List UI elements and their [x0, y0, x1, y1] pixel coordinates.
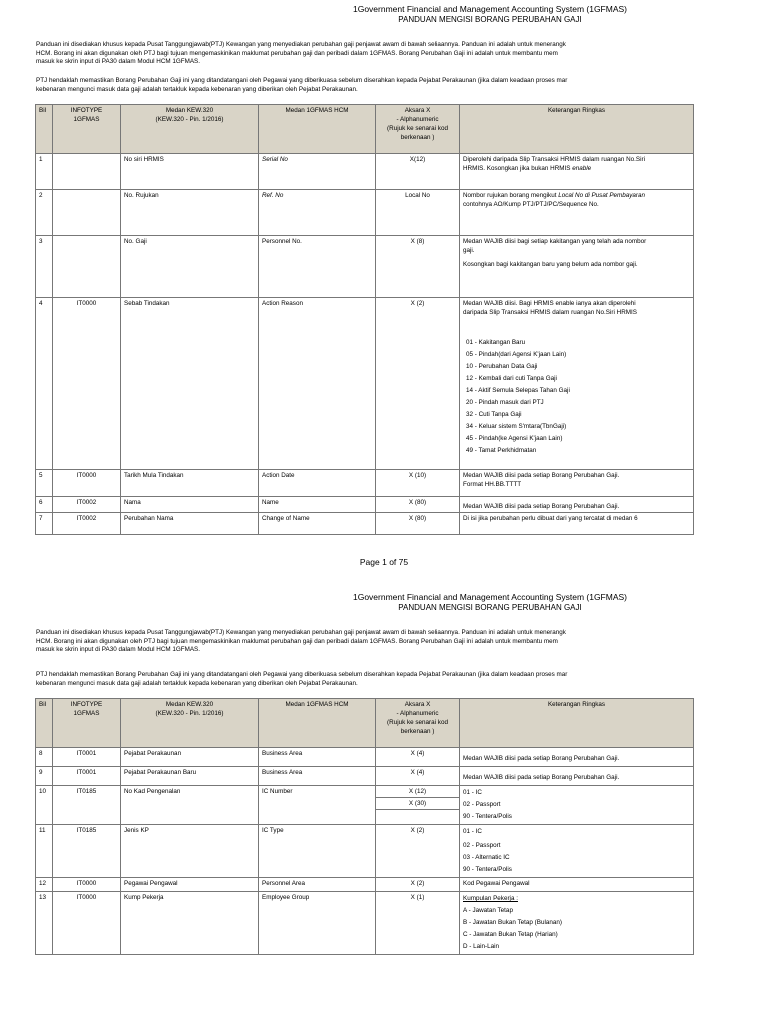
list-item: 14 - Aktif Semula Selepas Tahan Gaji: [466, 387, 570, 394]
table-header-row: [36, 105, 694, 154]
list-item: 01 - Kakitangan Baru: [466, 339, 526, 346]
document-subtitle: PANDUAN MENGISI BORANG PERUBAHAN GAJI: [398, 15, 582, 24]
intro-paragraph: [36, 41, 736, 67]
table-row: 1 No siri HRMIS Serial No X(12) Diperolehi daripada Slip Transaksi HRMIS dalam ruangan No.Siri HRMIS. Kosongkan jika bukan HRMIS enable: [36, 154, 694, 190]
list-item: 45 - Pindah(ke Agensi K'jaan Lain): [466, 435, 563, 442]
table-row: 3 No. Gaji Personnel No. X (8) Medan WAJIB diisi bagi setiap kakitangan yang telah ada nombor gaji. Kosongkan bagi kakitangan baru yang belum ada nombor gaji.: [36, 236, 694, 298]
table-row: 7 IT0002 Perubahan Nama Change of Name X (80) Di isi jika perubahan perlu dibuat dari yang tercatat di medan 6: [36, 513, 694, 535]
notice-line: kebenaran mengunci masuk data gaji adalah tertakluk kepada kebenaran yang diberikan oleh Pejabat Perakaunan.: [36, 85, 358, 93]
table-row: 9 IT0001 Pejabat Perakaunan Baru Business Area X (4) Medan WAJIB diisi pada setiap Borang Perubahan Gaji.: [36, 767, 694, 786]
document-subtitle: PANDUAN MENGISI BORANG PERUBAHAN GAJI: [398, 603, 582, 612]
col-infotype: INFOTYPE 1GFMAS: [53, 105, 121, 154]
table-header-row: [36, 699, 694, 748]
guide-table-2: [35, 698, 694, 955]
notice-paragraph: [36, 77, 736, 94]
col-aksara: Aksara X - Alphanumeric (Rujuk ke senarai kod berkenaan ): [376, 105, 460, 154]
page-number: Page 1 of 75: [359, 557, 409, 567]
col-kew320: Medan KEW.320 (KEW.320 - Pin. 1/2016): [121, 105, 259, 154]
col-infotype: INFOTYPE 1GFMAS: [53, 699, 121, 748]
action-reason-list: [463, 337, 690, 457]
table-row: 5 IT0000 Tarikh Mula Tindakan Action Date X (10) Medan WAJIB diisi pada setiap Borang Perubahan Gaji. Format HH.BB.TTTT: [36, 470, 694, 497]
col-keterangan: Keterangan Ringkas: [460, 105, 694, 154]
list-item: 32 - Cuti Tanpa Gaji: [466, 411, 522, 418]
intro-line: Panduan ini disediakan khusus kepada Pusat Tanggungjawab(PTJ) Kewangan yang menyediakan perubahan gaji penjawat awam di bawah seliaannya. Panduan ini adalah untuk menerangk: [36, 629, 566, 636]
notice-line: kebenaran mengunci masuk data gaji adalah tertakluk kepada kebenaran yang diberikan oleh Pejabat Perakaunan.: [36, 679, 358, 687]
table-row: 11 IT0185 Jenis KP IC Type X (2) 01 - IC 02 - Passport 03 - Alternatic IC 90 - Tentera/Polis: [36, 825, 694, 878]
table-row: 4 IT0000 Sebab Tindakan Action Reason X (2) Medan WAJIB diisi. Bagi HRMIS enable ianya akan diperolehi daripada Slip Transaksi HRMIS dalam ruangan No.Siri HRMIS 01 - Kakitangan Baru 05 - Pindah(dari Agensi K'jaan Lain) 10 - Perubahan Data Gaji 12 - Kembali dari cuti Tanpa Gaji 14 - Aktif Semula Selepas Tahan Gaji 20 - Pindah masuk dari PTJ 32 - Cuti Tanpa Gaji 34 - Keluar sistem S'mtara(TbnGaji) 45 - Pindah(ke Agensi K'jaan Lain) 49 - Tamat Perkhidmatan: [36, 298, 694, 470]
col-aksara: Aksara X - Alphanumeric (Rujuk ke senarai kod berkenaan ): [376, 699, 460, 748]
intro-line: Panduan ini disediakan khusus kepada Pusat Tanggungjawab(PTJ) Kewangan yang menyediakan perubahan gaji penjawat awam di bawah seliaannya. Panduan ini adalah untuk menerangk: [36, 41, 566, 48]
document-title: 1Government Financial and Management Accounting System (1GFMAS): [352, 4, 628, 14]
guide-table-1: [35, 104, 694, 535]
list-item: 20 - Pindah masuk dari PTJ: [466, 399, 544, 406]
col-keterangan: Keterangan Ringkas: [460, 699, 694, 748]
col-hcm: Medan 1GFMAS HCM: [259, 105, 376, 154]
col-kew320: Medan KEW.320 (KEW.320 - Pin. 1/2016): [121, 699, 259, 748]
intro-line: masuk ke skrin input di PA30 dalam Modul HCM 1GFMAS.: [36, 58, 201, 66]
col-bil: Bil: [36, 105, 53, 154]
list-item: 34 - Keluar sistem S'mtara(TbnGaji): [466, 423, 567, 430]
table-row: 13 IT0000 Kump Pekerja Employee Group X (1) Kumpulan Pekerja : A - Jawatan Tetap B - Jawatan Bukan Tetap (Bulanan) C - Jawatan Bukan Tetap (Harian) D - Lain-Lain: [36, 892, 694, 955]
col-bil: Bil: [36, 699, 53, 748]
notice-line: PTJ hendaklah memastikan Borang Perubahan Gaji ini yang ditandatangani oleh Pegawai yang diberikuasa sebelum diserahkan kepada Pejabat Perakaunan (jika dalam keadaan proses mar: [36, 671, 568, 678]
table-row: 8 IT0001 Pejabat Perakaunan Business Area X (4) Medan WAJIB diisi pada setiap Borang Perubahan Gaji.: [36, 748, 694, 767]
intro-line: HCM. Borang ini akan digunakan oleh PTJ bagi tujuan mengemaskinikan maklumat perubahan gaji dan peribadi dalam 1GFMAS. Borang Perubahan Gaji ini adalah untuk membantu mem: [36, 637, 558, 645]
table-row: 12 IT0000 Pegawai Pengawal Personnel Area X (2) Kod Pegawai Pengawal: [36, 878, 694, 892]
intro-line: HCM. Borang ini akan digunakan oleh PTJ bagi tujuan mengemaskinikan maklumat perubahan gaji dan peribadi dalam 1GFMAS. Borang Perubahan Gaji ini adalah untuk membantu mem: [36, 49, 558, 57]
notice-paragraph: [36, 671, 736, 688]
intro-line: masuk ke skrin input di PA30 dalam Modul HCM 1GFMAS.: [36, 646, 201, 654]
notice-line: PTJ hendaklah memastikan Borang Perubahan Gaji ini yang ditandatangani oleh Pegawai yang diberikuasa sebelum diserahkan kepada Pejabat Perakaunan (jika dalam keadaan proses mar: [36, 77, 568, 84]
list-item: 12 - Kembali dari cuti Tanpa Gaji: [466, 375, 557, 382]
col-hcm: Medan 1GFMAS HCM: [259, 699, 376, 748]
table-row: 10 IT0185 No Kad Pengenalan IC Number X (12) X (30) 01 - IC 02 - Passport 90 - Tentera/Polis: [36, 786, 694, 825]
list-item: 49 - Tamat Perkhidmatan: [466, 447, 537, 454]
list-item: 05 - Pindah(dari Agensi K'jaan Lain): [466, 351, 567, 358]
table-row: 6 IT0002 Nama Name X (80) Medan WAJIB diisi pada setiap Borang Perubahan Gaji.: [36, 497, 694, 513]
list-item: 10 - Perubahan Data Gaji: [466, 363, 538, 370]
intro-paragraph: [36, 629, 736, 655]
document-title: 1Government Financial and Management Accounting System (1GFMAS): [352, 592, 628, 602]
table-row: 2 No. Rujukan Ref. No Local No Nombor rujukan borang mengikut Local No di Pusat Pembayaran contohnya AO/Kump PTJ/PTJ/PC/Sequence No.: [36, 190, 694, 236]
